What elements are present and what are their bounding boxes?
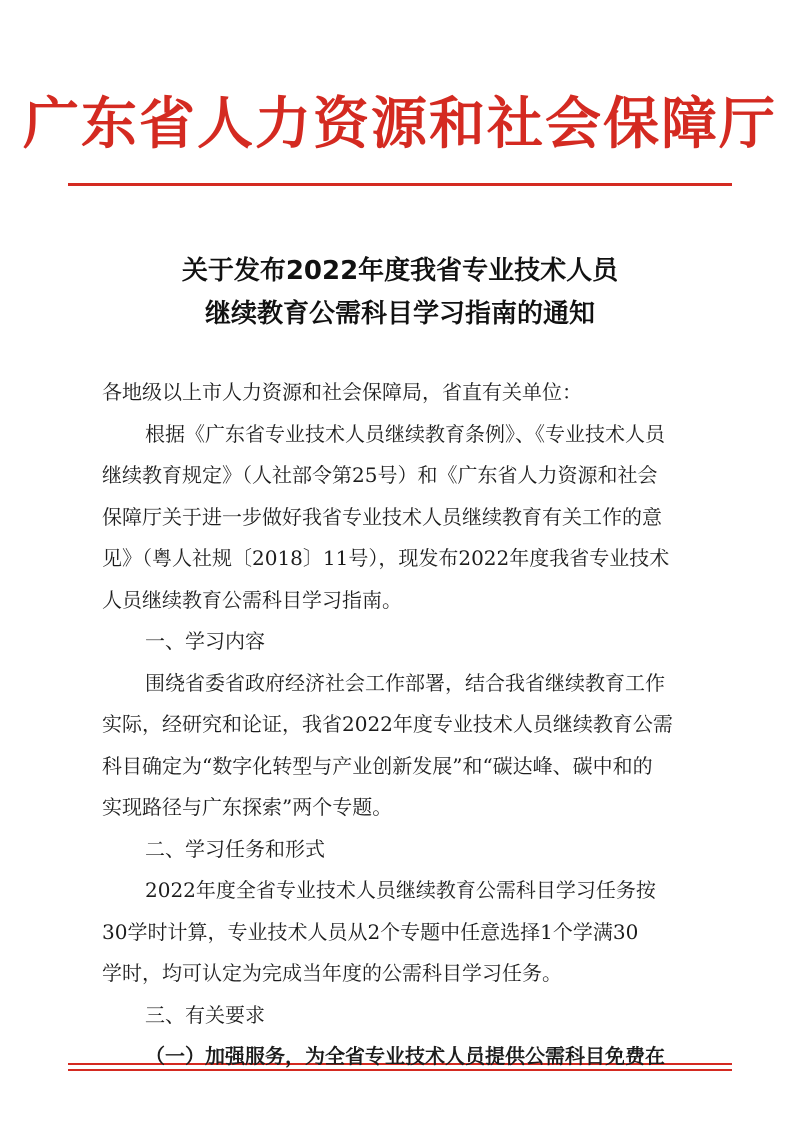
section1-line: 科目确定为“数字化转型与产业创新发展”和“碳达峰、碳中和的 [102,754,653,778]
section1-line: 围绕省委省政府经济社会工作部署，结合我省继续教育工作 [145,671,665,695]
notice-title-line-1: 关于发布2022年度我省专业技术人员 [181,256,619,286]
section-heading-requirements: 三、有关要求 [145,1003,265,1027]
notice-title-line-2: 继续教育公需科目学习指南的通知 [204,299,595,329]
intro-line: 人员继续教育公需科目学习指南。 [102,588,402,612]
section-heading-tasks-and-format: 二、学习任务和形式 [145,837,325,861]
section1-line: 实现路径与广东探索”两个专题。 [102,795,393,819]
section2-line: 2022年度全省专业技术人员继续教育公需科目学习任务按 [145,878,656,902]
footer-red-rule-bottom [68,1069,732,1071]
salutation: 各地级以上市人力资源和社会保障局，省直有关单位： [102,380,582,404]
section2-line: 30学时计算，专业技术人员从2个专题中任意选择1个学满30 [102,920,639,944]
section1-line: 实际，经研究和论证，我省2022年度专业技术人员继续教育公需 [102,712,673,736]
intro-line: 保障厅关于进一步做好我省专业技术人员继续教育有关工作的意 [102,505,662,529]
section3-subheading: （一）加强服务，为全省专业技术人员提供公需科目免费在 [145,1044,665,1068]
issuer-masthead: 广东省人力资源和社会保障厅 [23,91,777,157]
section-heading-study-content: 一、学习内容 [145,629,265,653]
section2-line: 学时，均可认定为完成当年度的公需科目学习任务。 [102,961,562,985]
intro-line: 继续教育规定》（人社部令第25号）和《广东省人力资源和社会 [102,463,658,487]
intro-line: 见》（粤人社规〔2018〕11号），现发布2022年度我省专业技术 [102,546,670,570]
masthead-red-rule [68,183,732,186]
intro-line: 根据《广东省专业技术人员继续教育条例》、《专业技术人员 [145,422,665,446]
